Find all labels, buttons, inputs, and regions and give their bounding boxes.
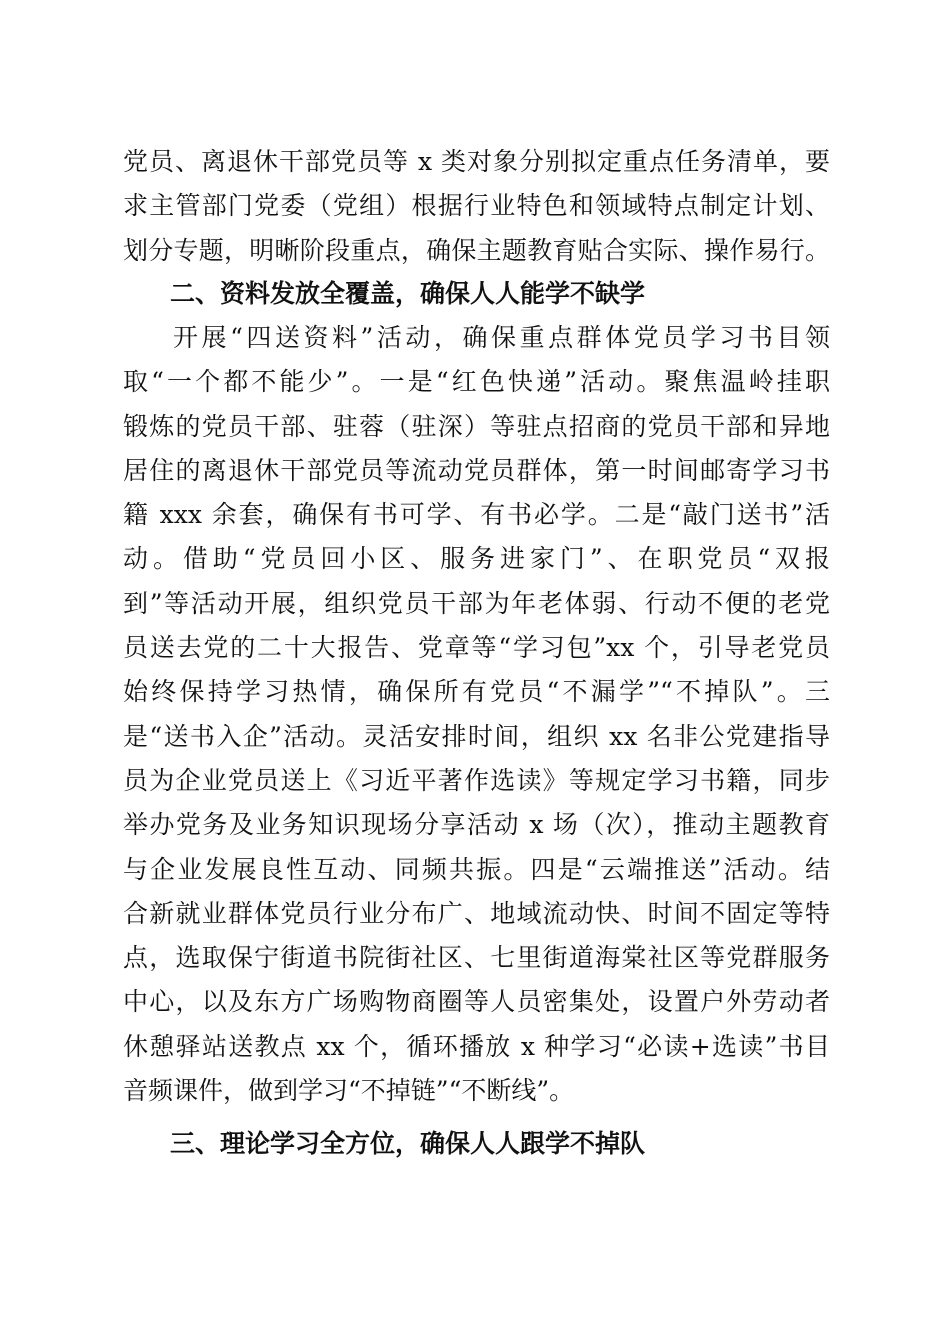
- paragraph-line: 籍 xxx 余套，确保有书可学、有书必学。二是“敲门送书”活: [123, 500, 830, 530]
- paragraph-line: 动。借助“党员回小区、服务进家门”、在职党员“双报: [123, 544, 830, 574]
- paragraph-line: 中心，以及东方广场购物商圈等人员密集处，设置户外劳动者: [123, 987, 830, 1017]
- paragraph-1: [123, 140, 830, 273]
- paragraph-line: 是“送书入企”活动。灵活安排时间，组织 xx 名非公党建指导: [123, 721, 830, 751]
- paragraph-line: 与企业发展良性互动、同频共振。四是“云端推送”活动。结: [123, 854, 830, 884]
- paragraph-line: 点，选取保宁街道书院街社区、七里街道海棠社区等党群服务: [123, 943, 830, 973]
- paragraph-line: 求主管部门党委（党组）根据行业特色和领域特点制定计划、: [123, 191, 830, 221]
- paragraph-line: 始终保持学习热情，确保所有党员“不漏学”“不掉队”。三: [123, 677, 830, 707]
- paragraph-line: 音频课件，做到学习“不掉链”“不断线”。: [123, 1076, 575, 1106]
- paragraph-line: 锻炼的党员干部、驻蓉（驻深）等驻点招商的党员干部和异地: [123, 411, 830, 441]
- paragraph-line: 合新就业群体党员行业分布广、地域流动快、时间不固定等特: [123, 898, 830, 928]
- paragraph-line: 居住的离退休干部党员等流动党员群体，第一时间邮寄学习书: [123, 455, 830, 485]
- paragraph-first-line: 开展“四送资料”活动，确保重点群体党员学习书目领: [173, 323, 830, 352]
- paragraph-2: [123, 316, 830, 1113]
- paragraph-line: 举办党务及业务知识现场分享活动 x 场（次），推动主题教育: [123, 810, 830, 840]
- paragraph-line: 员送去党的二十大报告、党章等“学习包”xx 个，引导老党员: [123, 633, 830, 663]
- paragraph-line: 党员、离退休干部党员等 x 类对象分别拟定重点任务清单，要: [123, 147, 830, 176]
- paragraph-line: 员为企业党员送上《习近平著作选读》等规定学习书籍，同步: [123, 765, 830, 795]
- section-heading-2: 二、资料发放全覆盖，确保人人能学不缺学: [170, 279, 646, 308]
- paragraph-line: 休憩驿站送教点 xx 个，循环播放 x 种学习“必读+选读”书目: [123, 1031, 830, 1061]
- paragraph-line: 取“一个都不能少”。一是“红色快递”活动。聚焦温岭挂职: [123, 367, 830, 397]
- paragraph-line: 到”等活动开展，组织党员干部为年老体弱、行动不便的老党: [123, 588, 830, 618]
- section-heading-3: 三、理论学习全方位，确保人人跟学不掉队: [170, 1129, 646, 1158]
- paragraph-line: 划分专题，明晰阶段重点，确保主题教育贴合实际、操作易行。: [123, 235, 830, 265]
